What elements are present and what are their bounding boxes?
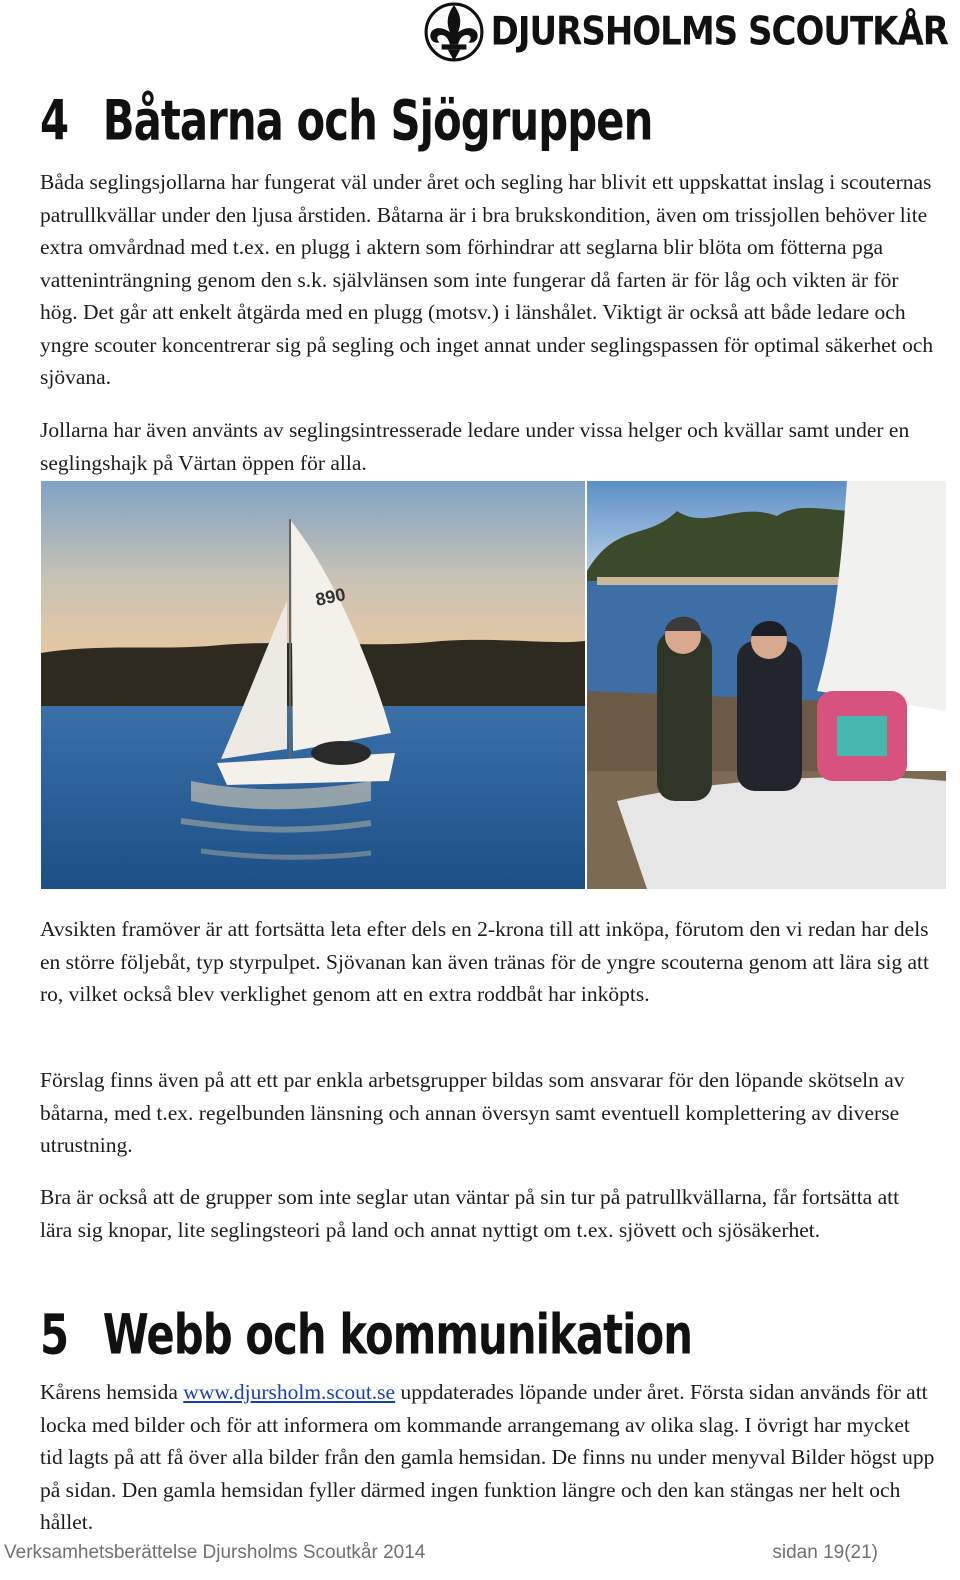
sail-number: 890 bbox=[313, 584, 348, 610]
paragraph: Jollarna har även använts av seglingsintresserade ledare under vissa helger och kvällar samt under en seglingshajk på Värtan öppen för alla. bbox=[40, 418, 910, 475]
footer-document-title: Verksamhetsberättelse Djursholms Scoutkår 2014 bbox=[4, 1542, 426, 1563]
website-link[interactable]: www.djursholm.scout.se bbox=[183, 1380, 396, 1404]
page-footer bbox=[0, 1540, 960, 1580]
section-heading-4 bbox=[40, 90, 652, 154]
paragraph-text: Kårens hemsida bbox=[40, 1380, 184, 1404]
section-number: 4 bbox=[40, 89, 70, 154]
sailboat-photo bbox=[41, 481, 585, 889]
footer-page-number: sidan 19(21) bbox=[772, 1542, 878, 1563]
logo-wordmark: DJURSHOLMS SCOUTKÅR bbox=[490, 9, 948, 55]
scouts-rigging-boat-photo bbox=[587, 481, 946, 889]
scout-logo bbox=[423, 0, 948, 64]
section-title: Båtarna och Sjögruppen bbox=[102, 89, 653, 154]
section-title: Webb och kommunikation bbox=[102, 1303, 693, 1368]
paragraph: Avsikten framöver är att fortsätta leta efter dels en 2-krona till att inköpa, förutom den vi redan har dels en större följebåt, typ styrpulpet. Sjövanan kan även tränas för de yngre scouterna genom att lära sig att ro, vilket också blev verklighet genom att en extra roddbåt har inköpts. bbox=[40, 917, 929, 1006]
paragraph: Bra är också att de grupper som inte seglar utan väntar på sin tur på patrullkvällarna, får fortsätta att lära sig knopar, lite seglingsteori på land och annat nyttigt om t.ex. sjövett och sjösäkerhet. bbox=[40, 1185, 900, 1242]
paragraph: Förslag finns även på att ett par enkla arbetsgrupper bildas som ansvarar för den löpande skötseln av båtarna, med t.ex. regelbunden länsning och annan översyn samt eventuell komplettering av diverse utrustning. bbox=[40, 1068, 905, 1157]
fleur-de-lis-icon bbox=[423, 1, 485, 63]
paragraph: Båda seglingsjollarna har fungerat väl under året och segling har blivit ett uppskattat inslag i scouternas patrullkvällar under den ljusa årstiden. Båtarna är i bra brukskondition, även om trissjollen behöver lite extra omvårdnad med t.ex. en plugg i aktern som förhindrar att seglarna blir blöta om fötterna pga vatteninträngning genom den s.k. självlänsen som inte fungerar då farten är för låg och vikten är för hög. Det går att enkelt åtgärda med en plugg (motsv.) i länshålet. Viktigt är också att både ledare och yngre scouter koncentrerar sig på segling och inget annat under seglingspassen för optimal säkerhet och sjövana. bbox=[40, 170, 934, 389]
paragraph-text: uppdaterades löpande under året. Första sidan används för att locka med bilder och för att informera om kommande arrangemang av olika slag. I övrigt har mycket tid lagts på att få över alla bilder från den gamla hemsidan. De finns nu under menyval Bilder högst upp på sidan. Den gamla hemsidan fyller därmed ingen funktion längre och den kan stängas ner helt och hållet. bbox=[40, 1380, 935, 1534]
section-number: 5 bbox=[40, 1303, 70, 1368]
section-heading-5 bbox=[40, 1304, 692, 1368]
paragraph bbox=[40, 1376, 935, 1539]
